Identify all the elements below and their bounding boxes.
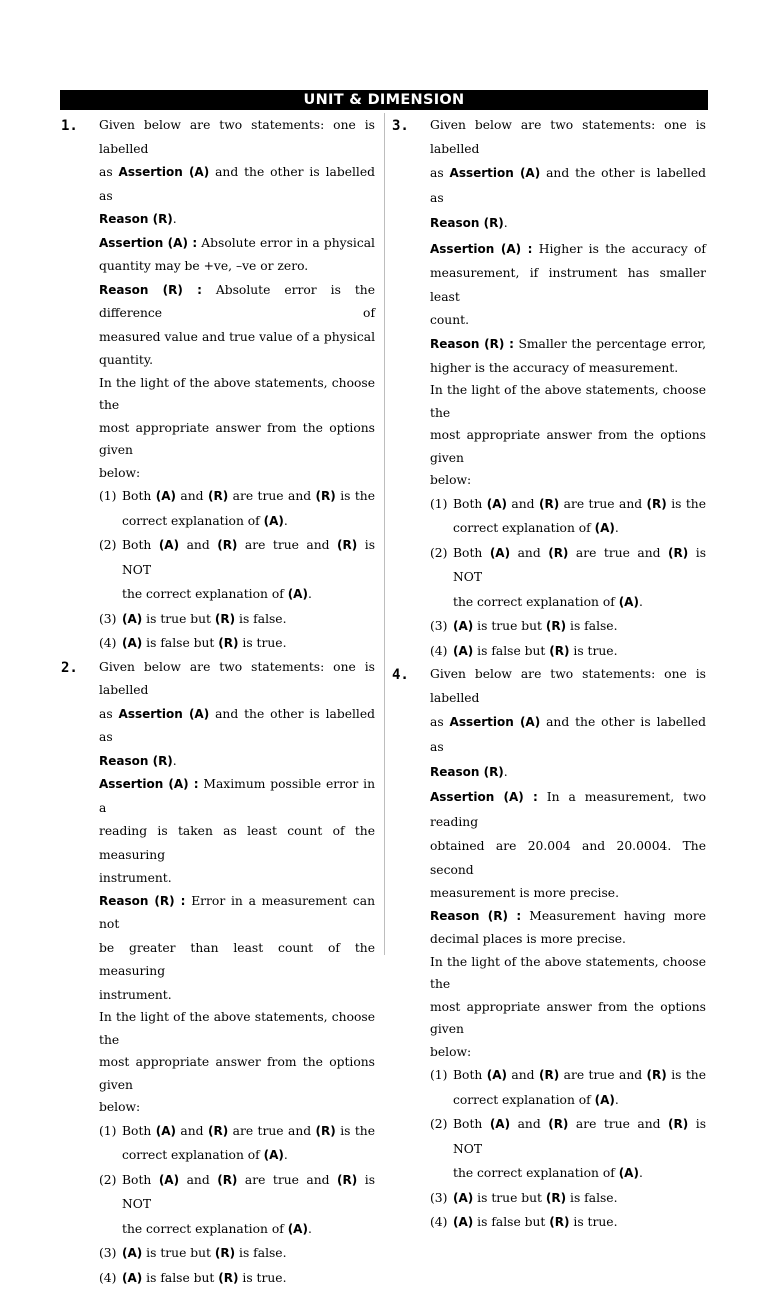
question-1: 1. Given below are two statements: one is labelled as Assertion (A) and the other is labelled as Reason (R). Assertion (A) : Absolute error in a physical quantity may be +ve, –ve or zero. Reason (R) : Absolute error is the difference of measured value and true value of a physical quantity. In the light of the above statements, choose the most appropriate answer from the options given below: (1) Both (A) and (R) are true and (R) is the correct explanation of (A). (2) Both (A) and (R) are true and (R) is NOT the correct explanation of (A). (3) (A) is true but (R) is false. (4) (A) is false but (R) is true. [99,114,375,656]
assertion-statement: Assertion (A) : Higher is the accuracy of [430,236,706,262]
option-1: (1) Both (A) and (R) are true and (R) is the correct explanation of (A). [430,1063,706,1112]
question-number: 2. [61,660,78,676]
instruction-text: In the light of the above statements, choose the [99,1006,375,1051]
option-4: (4) (A) is false but (R) is true. [99,631,375,656]
question-4: 4. Given below are two statements: one is labelled as Assertion (A) and the other is labelled as Reason (R). Assertion (A) : In a measurement, two reading obtained are 20.004 and 20.0004. The second measurement is more precise. Reason (R) : Measurement having more decimal places is more precise. In the light of the above statements, choose the most appropriate answer from the options given below: (1) Both (A) and (R) are true and (R) is the correct explanation of (A). (2) Both (A) and (R) are true and (R) is NOT the correct explanation of (A). (3) (A) is true but (R) is false. (4) (A) is false but (R) is true. [430,663,706,1235]
option-1: (1) Both (A) and (R) are true and (R) is the correct explanation of (A). [430,492,706,541]
option-3: (3) (A) is true but (R) is false. [99,1241,375,1266]
reason-statement: Reason (R) : Smaller the percentage error, [430,332,706,357]
assertion-statement: Assertion (A) : In a measurement, two reading [430,785,706,835]
question-intro: Given below are two statements: one is labelled [99,114,375,161]
assertion-statement: Assertion (A) : Absolute error in a physical [99,232,375,256]
reason-statement: Reason (R) : Absolute error is the difference of [99,279,375,326]
option-3: (3) (A) is true but (R) is false. [430,614,706,639]
right-column [430,114,706,1235]
option-2: (2) Both (A) and (R) are true and (R) is NOT the correct explanation of (A). [430,1112,706,1186]
instruction-text: In the light of the above statements, choose the [430,379,706,424]
question-2: 2. Given below are two statements: one is labelled as Assertion (A) and the other is labelled as Reason (R). Assertion (A) : Maximum possible error in a reading is taken as least count of the measuring instrument. Reason (R) : Error in a measurement can not be greater than least count of the measuring instrument. In the light of the above statements, choose the most appropriate answer from the options given below: (1) Both (A) and (R) are true and (R) is the correct explanation of (A). (2) Both (A) and (R) are true and (R) is NOT the correct explanation of (A). (3) (A) is true but (R) is false. (4) (A) is false but (R) is true. [99,656,375,1290]
reason-statement: Reason (R) : Measurement having more [430,905,706,929]
option-4: (4) (A) is false but (R) is true. [430,1210,706,1235]
option-2: (2) Both (A) and (R) are true and (R) is NOT the correct explanation of (A). [430,541,706,615]
option-1: (1) Both (A) and (R) are true and (R) is the correct explanation of (A). [99,484,375,533]
question-number: 3. [392,118,409,134]
question-intro: Given below are two statements: one is labelled [430,663,706,710]
assertion-statement: Assertion (A) : Maximum possible error in a [99,773,375,820]
option-4: (4) (A) is false but (R) is true. [430,639,706,664]
section-title: UNIT & DIMENSION [304,92,465,108]
question-3: 3. Given below are two statements: one is labelled as Assertion (A) and the other is labelled as Reason (R). Assertion (A) : Higher is the accuracy of measurement, if instrument has smaller least count. Reason (R) : Smaller the percentage error, higher is the accuracy of measurement. In the light of the above statements, choose the most appropriate answer from the options given below: (1) Both (A) and (R) are true and (R) is the correct explanation of (A). (2) Both (A) and (R) are true and (R) is NOT the correct explanation of (A). (3) (A) is true but (R) is false. (4) (A) is false but (R) is true. [430,114,706,663]
reason-statement: Reason (R) : Error in a measurement can not [99,890,375,937]
option-2: (2) Both (A) and (R) are true and (R) is NOT the correct explanation of (A). [99,533,375,607]
question-intro: Given below are two statements: one is labelled [430,114,706,161]
question-number: 4. [392,667,409,683]
option-1: (1) Both (A) and (R) are true and (R) is the correct explanation of (A). [99,1119,375,1168]
option-3: (3) (A) is true but (R) is false. [430,1186,706,1211]
left-column [99,114,375,1290]
question-intro: Given below are two statements: one is labelled [99,656,375,703]
section-header [60,90,708,110]
option-3: (3) (A) is true but (R) is false. [99,607,375,632]
option-2: (2) Both (A) and (R) are true and (R) is NOT the correct explanation of (A). [99,1168,375,1242]
question-number: 1. [61,118,78,134]
option-4: (4) (A) is false but (R) is true. [99,1266,375,1290]
column-divider [384,113,385,955]
instruction-text: In the light of the above statements, choose the [99,372,375,417]
instruction-text: In the light of the above statements, choose the [430,951,706,996]
